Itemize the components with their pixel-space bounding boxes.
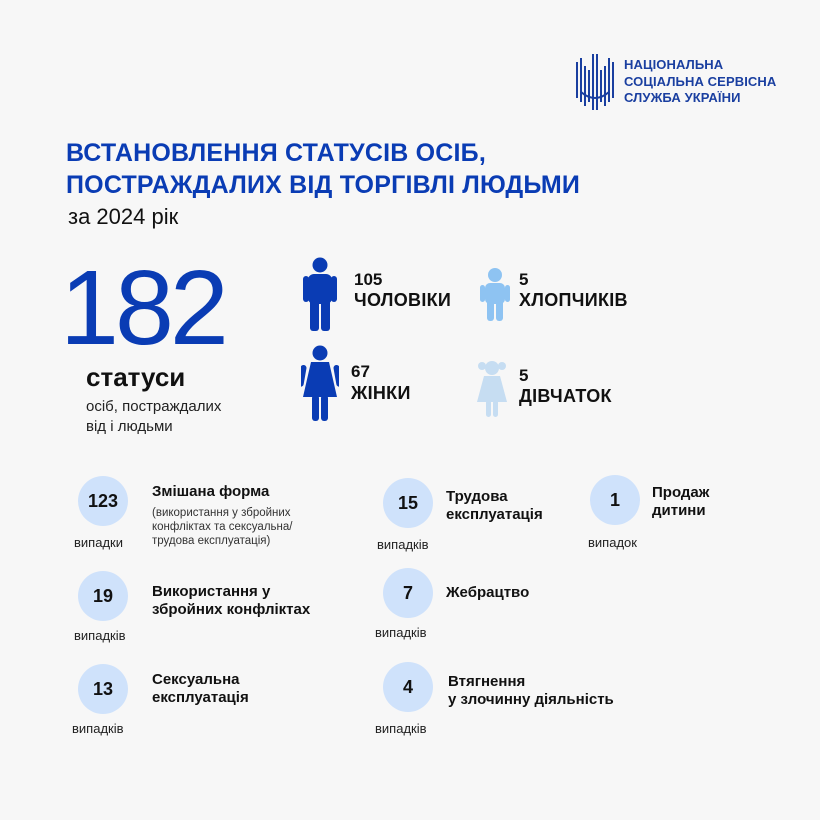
case-count-circle: 15: [383, 478, 433, 528]
case-title-line: експлуатація: [152, 689, 249, 706]
case-title: [152, 583, 310, 619]
total-desc-line: осіб, постраждалих: [86, 398, 222, 415]
case-unit: випадків: [375, 721, 427, 736]
case-title-line: Сексуальна: [152, 671, 240, 688]
title-line-1: ВСТАНОВЛЕННЯ СТАТУСІВ ОСІБ,: [66, 139, 486, 167]
girls-label: ДІВЧАТОК: [519, 386, 612, 406]
case-unit: випадків: [74, 628, 126, 643]
logo-line: СЛУЖБА УКРАЇНИ: [624, 90, 741, 105]
case-note-line: трудова експлуатація): [152, 535, 271, 547]
total-label: статуси: [86, 362, 186, 392]
page-title: [66, 137, 580, 201]
girls-count: 5: [519, 366, 529, 385]
men-count: 105: [354, 270, 383, 289]
case-count-circle: 7: [383, 568, 433, 618]
logo-line: СОЦІАЛЬНА СЕРВІСНА: [624, 73, 777, 89]
page-subtitle: за 2024 рік: [68, 204, 179, 229]
women-count: 67: [351, 362, 370, 381]
total-value: 182: [60, 249, 225, 367]
case-title: [152, 671, 249, 707]
case-title-line: Втягнення: [448, 673, 526, 690]
case-count-circle: 1: [590, 475, 640, 525]
woman-icon: [301, 345, 339, 421]
case-title-line: Продаж: [652, 484, 710, 501]
case-title: [448, 673, 614, 709]
case-title-line: у злочинну діяльність: [448, 691, 614, 708]
title-line-2: ПОСТРАЖДАЛИХ ВІД ТОРГІВЛІ ЛЮДЬМИ: [66, 171, 581, 199]
men-label: ЧОЛОВІКИ: [354, 290, 452, 310]
case-title-line: збройних конфліктах: [152, 601, 311, 618]
total-desc-line: від і людьми: [86, 418, 173, 435]
organization-name: [624, 57, 776, 107]
case-title-line: Трудова: [446, 488, 508, 505]
logo-line: НАЦІОНАЛЬНА: [624, 57, 724, 72]
boys-count: 5: [519, 270, 529, 289]
boy-icon: [479, 268, 511, 322]
case-note-line: конфліктах та сексуальна/: [152, 521, 293, 533]
case-count-circle: 19: [78, 571, 128, 621]
case-count-circle: 123: [78, 476, 128, 526]
case-title-line: дитини: [652, 502, 706, 519]
boys-label: ХЛОПЧИКІВ: [519, 290, 628, 310]
case-unit: випадків: [375, 625, 427, 640]
total-description: [86, 397, 221, 437]
case-note: [152, 506, 292, 548]
man-icon: [303, 257, 337, 327]
nssu-logo-icon: [574, 52, 616, 114]
case-unit: випадок: [588, 535, 637, 550]
case-title-line: експлуатація: [446, 506, 543, 523]
case-count-circle: 4: [383, 662, 433, 712]
case-note-line: (використання у збройних: [152, 507, 291, 519]
case-title: Жебрацтво: [446, 584, 530, 601]
girl-icon: [474, 360, 510, 418]
women-label: ЖІНКИ: [351, 383, 411, 403]
case-unit: випадків: [377, 537, 429, 552]
case-unit: випадки: [74, 535, 123, 550]
case-count-circle: 13: [78, 664, 128, 714]
case-title: [652, 484, 709, 520]
case-title-line: Використання у: [152, 583, 271, 600]
case-title: [446, 488, 543, 524]
case-unit: випадків: [72, 721, 124, 736]
case-title: Змішана форма: [152, 483, 270, 500]
